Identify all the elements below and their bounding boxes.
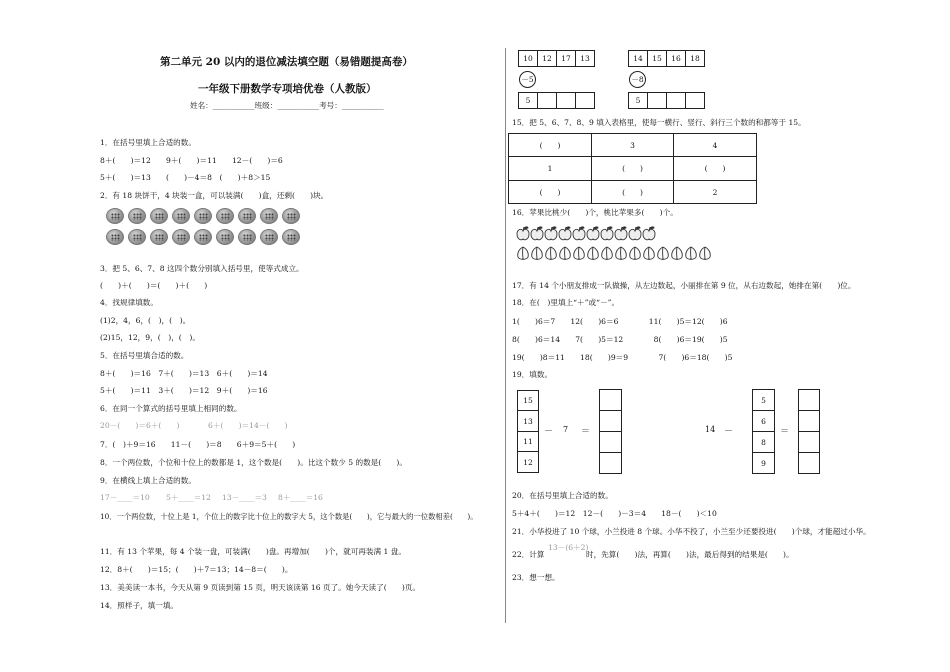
example-box: 16 xyxy=(666,50,686,67)
question-12: 12．8＋( )＝15；( )＋7＝13；14－8＝( )。 xyxy=(100,565,293,574)
question-1-line-b: 5＋( )＝13 ( )－4＝8 ( )＋8＞15 xyxy=(100,173,271,182)
number-box: 11 xyxy=(517,431,539,452)
cookie-icon xyxy=(128,229,146,245)
result-box xyxy=(575,92,595,109)
cookie-icon xyxy=(106,208,124,224)
result-box xyxy=(685,92,705,109)
question-9-expr-c: 13－____＝3 xyxy=(222,493,267,502)
question-3-line-a: ( )＋( )＝( )＋( ) xyxy=(100,281,208,290)
table-cell: 2 xyxy=(673,180,757,204)
result-box xyxy=(647,92,667,109)
question-6-expr-a: 20－( )＝6＋( ) xyxy=(100,421,180,430)
question-19: 19．填数。 xyxy=(512,370,553,379)
example-box: 14 xyxy=(628,50,648,67)
cookie-icon xyxy=(150,208,168,224)
question-13: 13．美美读一本书，今天从第 9 页读到第 15 页，明天该读第 16 页了。她今天读了( )页。 xyxy=(100,583,421,592)
answer-box xyxy=(798,431,820,453)
example-box: 13 xyxy=(575,50,595,67)
question-5-line-b: 5＋( )＝11 3＋( )＝12 9＋( )＝16 xyxy=(100,386,268,395)
operation-circle: －8 xyxy=(629,71,646,88)
answer-box xyxy=(798,452,820,474)
question-20-line-a: 5＋4＋( )＝12 12－( )－3＝4 18－( )＜10 xyxy=(512,509,717,518)
example-box: 10 xyxy=(518,50,538,67)
table-cell: ( ) xyxy=(591,180,674,204)
result-box xyxy=(666,92,686,109)
table-cell: 4 xyxy=(673,133,757,157)
cookie-icon xyxy=(238,208,256,224)
cookie-icon xyxy=(128,208,146,224)
minus-sign: － xyxy=(544,427,554,437)
cookie-icon xyxy=(172,229,190,245)
question-18-line-b: 8( )6＝14 7( )5＝12 8( )6＝19( )5 xyxy=(512,335,728,344)
question-6: 6．在同一个算式的括号里填上相同的数。 xyxy=(100,404,242,413)
cookie-icon xyxy=(282,229,300,245)
question-20: 20．在括号里填上合适的数。 xyxy=(512,491,613,500)
question-9: 9．在横线上填上合适的数。 xyxy=(100,476,196,485)
number-box: 8 xyxy=(752,431,775,453)
table-cell: ( ) xyxy=(673,156,757,181)
result-box xyxy=(537,92,557,109)
column-divider xyxy=(505,48,506,623)
cookie-icon xyxy=(172,208,190,224)
peach-row-icon xyxy=(514,246,714,262)
example-box: 12 xyxy=(537,50,557,67)
question-10: 10．一个两位数，十位上是 1，个位上的数字比十位上的数字大 5，这个数是( )，它与最大的一位数相差( )。 xyxy=(100,512,478,521)
number-box: 15 xyxy=(517,390,539,411)
answer-box xyxy=(798,410,820,432)
cookie-icon xyxy=(194,208,212,224)
apple-row-icon xyxy=(514,226,694,242)
cookie-icon xyxy=(106,229,124,245)
question-18-line-c: 19( )8＝11 18( )9＝9 7( )6＝18( )5 xyxy=(512,353,733,362)
table-cell: ( ) xyxy=(508,133,592,157)
question-22-lead: 22．计算 xyxy=(512,550,545,559)
number-box: 5 xyxy=(752,389,775,411)
equals-sign: ＝ xyxy=(581,427,591,437)
question-8: 8．一个两位数，个位和十位上的数都是 1，这个数是( )。比这个数少 5 的数是( )。 xyxy=(100,458,407,467)
table-cell: 1 xyxy=(508,156,592,181)
question-5: 5．在括号里填合适的数。 xyxy=(100,351,189,360)
question-15: 15．把 5、6、7、8、9 填入表格里，使每一横行、竖行、斜行三个数的和都等于 15。 xyxy=(512,118,806,127)
question-5-line-a: 8＋( )＝16 7＋( )＝13 6＋( )＝14 xyxy=(100,369,268,378)
number-box: 13 xyxy=(517,410,539,432)
question-9-expr-a: 17－____＝10 xyxy=(100,493,150,502)
question-18-line-a: 1( )6＝7 12( )6＝6 11( )5＝12( )6 xyxy=(512,317,728,326)
number-box: 12 xyxy=(517,451,539,473)
question-2: 2．有 18 块饼干，4 块装一盒，可以装满( )盒，还剩( )块。 xyxy=(100,191,329,200)
question-4: 4．找规律填数。 xyxy=(100,298,158,307)
example-box: 15 xyxy=(647,50,667,67)
question-22-expression: 13－(6＋2) xyxy=(548,543,589,552)
number-box: 9 xyxy=(752,452,775,474)
page-subtitle: 一年级下册数学专项培优卷（人教版） xyxy=(198,83,377,95)
answer-box xyxy=(599,431,622,453)
result-box: 5 xyxy=(628,92,648,109)
example-box: 18 xyxy=(685,50,705,67)
question-21: 21．小华投进了 10 个球，小兰投进 8 个球。小华不投了，小兰至少还要投进( )个球，才能超过小华。 xyxy=(512,527,871,536)
question-7: 7．( )＋9＝16 11－( )＝8 6＋9＝5＋( ) xyxy=(100,440,296,449)
example-box: 17 xyxy=(556,50,576,67)
question-9-expr-b: 5＋____＝12 xyxy=(166,493,211,502)
question-3: 3．把 5、6、7、8 这四个数分别填入括号里，使等式成立。 xyxy=(100,264,304,273)
minus-sign: － xyxy=(724,427,734,437)
table-cell: ( ) xyxy=(591,156,674,181)
table-cell: 3 xyxy=(591,133,674,157)
result-box: 5 xyxy=(518,92,538,109)
cookie-icon xyxy=(260,208,278,224)
question-18: 18．在( )里填上“＋”或“－”。 xyxy=(512,298,620,307)
answer-box xyxy=(599,389,622,411)
question-4-line-a: (1)2，4，6，( )，( )。 xyxy=(100,316,191,325)
question-4-line-b: (2)15，12，9，( )，( )。 xyxy=(100,333,200,342)
operand-fourteen: 14 xyxy=(705,425,716,434)
question-6-expr-b: 6＋( )＝14－( ) xyxy=(208,421,288,430)
page-title: 第二单元 20 以内的退位减法填空题（易错题提高卷） xyxy=(160,56,413,68)
cookie-icon xyxy=(260,229,278,245)
operand-seven: 7 xyxy=(563,425,569,434)
question-1-line-a: 8＋( )＝12 9＋( )＝11 12－( )＝6 xyxy=(100,156,283,165)
question-22-tail: 时，先算( )法，再算( )法，最后得到的结果是( )。 xyxy=(586,550,794,559)
answer-box xyxy=(798,389,820,411)
question-16: 16．苹果比桃少( )个，桃比苹果多( )个。 xyxy=(512,208,678,217)
cookie-icon xyxy=(150,229,168,245)
cookie-icon xyxy=(216,229,234,245)
cookie-icon xyxy=(194,229,212,245)
table-cell: ( ) xyxy=(508,180,592,204)
question-17: 17．有 14 个小朋友排成一队做操，从左边数起，小丽排在第 9 位，从右边数起，她排在第( )位。 xyxy=(512,281,856,290)
student-info: 姓名：___________班级：___________考号：___________ xyxy=(190,101,384,110)
question-23: 23．想一想。 xyxy=(512,573,560,582)
operation-circle: －5 xyxy=(519,71,536,88)
question-9-expr-d: 8＋____＝16 xyxy=(278,493,323,502)
answer-box xyxy=(599,410,622,432)
question-1: 1．在括号里填上合适的数。 xyxy=(100,138,196,147)
question-14: 14．照样子，填一填。 xyxy=(100,601,179,610)
answer-box xyxy=(599,452,622,474)
cookie-icon xyxy=(216,208,234,224)
cookie-icon xyxy=(282,208,300,224)
number-box: 6 xyxy=(752,410,775,432)
question-11: 11．有 13 个苹果，每 4 个装一盘，可装满( )盘。再增加( )个，就可再装满 1 盘。 xyxy=(100,547,406,556)
cookie-icon xyxy=(238,229,256,245)
result-box xyxy=(556,92,576,109)
equals-sign: ＝ xyxy=(780,427,790,437)
